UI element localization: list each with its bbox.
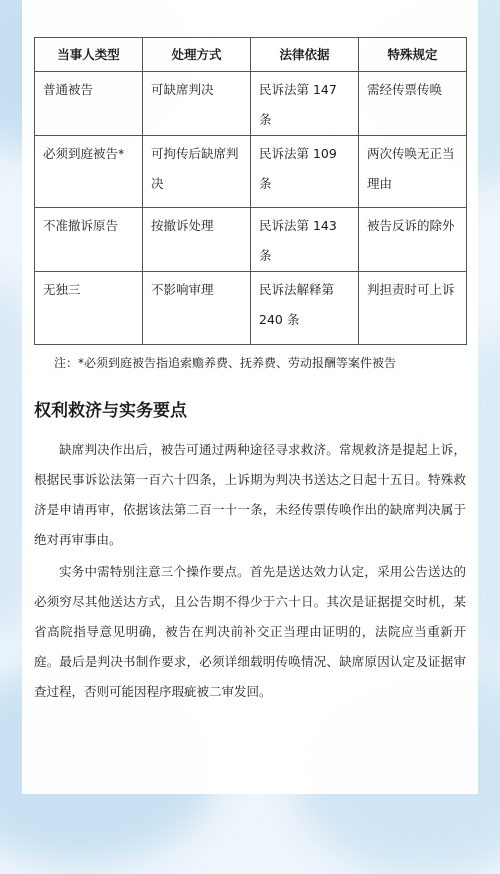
column-header: 处理方式: [143, 38, 251, 72]
table-cell: 民诉法第 143 条: [251, 208, 359, 272]
table-cell: 普通被告: [35, 72, 143, 136]
table-cell: 需经传票传唤: [359, 72, 467, 136]
table-cell: 不准撤诉原告: [35, 208, 143, 272]
table-cell: 判担责时可上诉: [359, 272, 467, 345]
table-cell: 民诉法解释第 240 条: [251, 272, 359, 345]
table-footnote: 注：*必须到庭被告指追索赡养费、抚养费、劳动报酬等案件被告: [54, 356, 397, 370]
table-cell: 可拘传后缺席判决: [143, 136, 251, 208]
table-cell: 民诉法第 147 条: [251, 72, 359, 136]
section-heading: 权利救济与实务要点: [34, 401, 187, 421]
party-handling-table: [34, 37, 467, 345]
table-cell: 按撤诉处理: [143, 208, 251, 272]
body-paragraph: 缺席判决作出后，被告可通过两种途径寻求救济。常规救济是提起上诉，根据民事诉讼法第一百六十四条，上诉期为判决书送达之日起十五日。特殊救济是申请再审，依据该法第二百一十一条，未经传票传唤作出的缺席判决属于绝对再审事由。: [34, 442, 466, 547]
table-cell: 可缺席判决: [143, 72, 251, 136]
table-cell: 无独三: [35, 272, 143, 345]
table-header-row: [35, 38, 467, 72]
table-cell: 必须到庭被告*: [35, 136, 143, 208]
table-row: [35, 272, 467, 345]
column-header: 法律依据: [251, 38, 359, 72]
table-cell: 两次传唤无正当理由: [359, 136, 467, 208]
column-header: 特殊规定: [359, 38, 467, 72]
table-row: [35, 208, 467, 272]
table-row: [35, 72, 467, 136]
table-cell: 民诉法第 109 条: [251, 136, 359, 208]
table-cell: 不影响审理: [143, 272, 251, 345]
table-row: [35, 136, 467, 208]
column-header: 当事人类型: [35, 38, 143, 72]
document-content: [34, 37, 466, 707]
body-paragraph: 实务中需特别注意三个操作要点。首先是送达效力认定，采用公告送达的必须穷尽其他送达方式，且公告期不得少于六十日。其次是证据提交时机，某省高院指导意见明确，被告在判决前补交正当理由证明的，法院应当重新开庭。最后是判决书制作要求，必须详细载明传唤情况、缺席原因认定及证据审查过程，否则可能因程序瑕疵被二审发回。: [34, 564, 466, 699]
table-cell: 被告反诉的除外: [359, 208, 467, 272]
